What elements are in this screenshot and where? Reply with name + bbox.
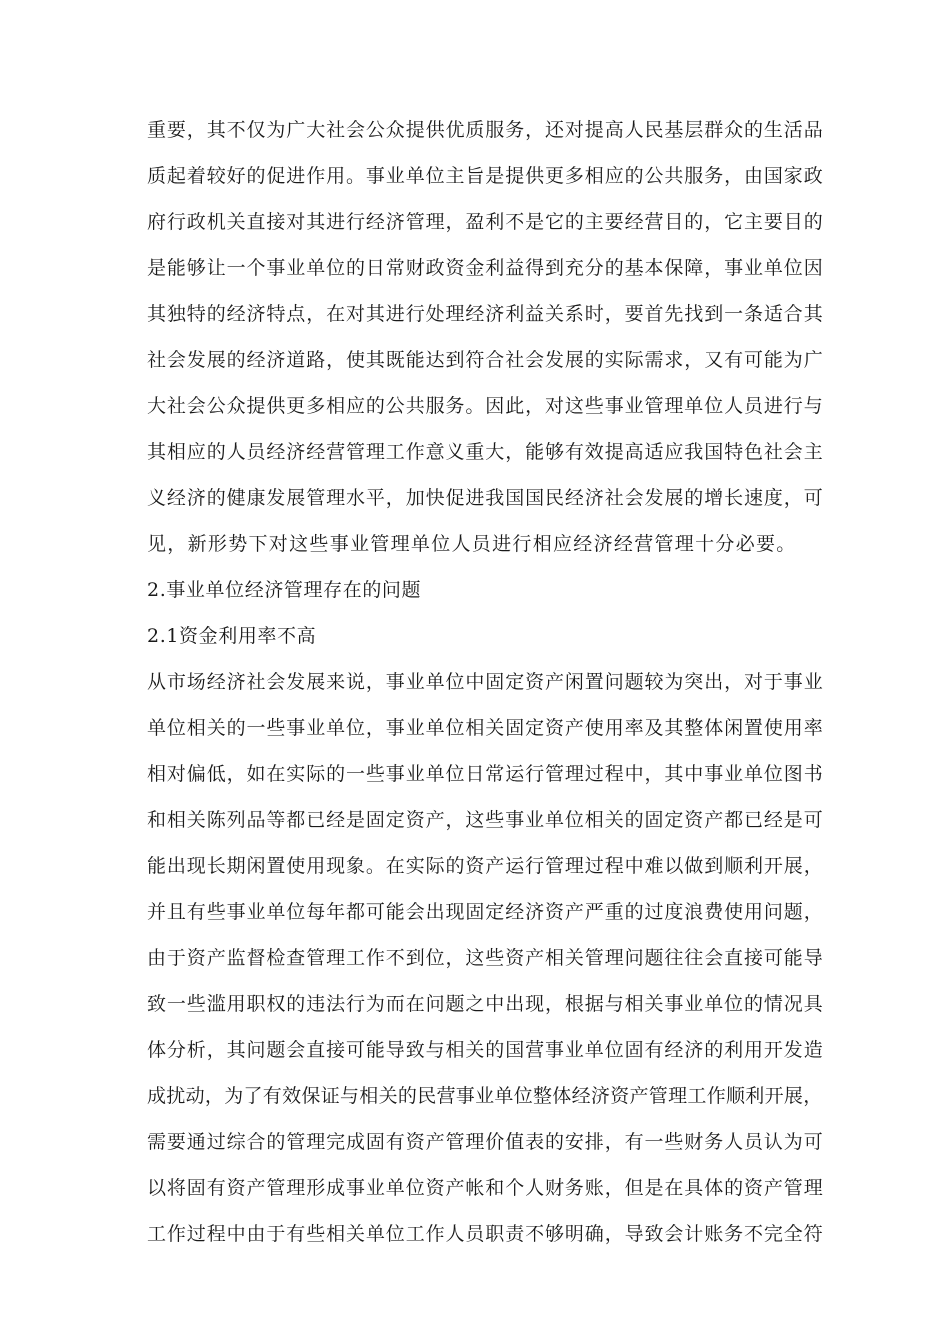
paragraph-2-line: 工作过程中由于有些相关单位工作人员职责不够明确，导致会计账务不完全符 (147, 1223, 824, 1245)
paragraph-2-line: 需要通过综合的管理完成固有资产管理价值表的安排，有一些财务人员认为可 (147, 1131, 824, 1153)
paragraph-2-line: 从市场经济社会发展来说，事业单位中固定资产闲置问题较为突出，对于事业 (147, 671, 824, 693)
paragraph-2-line: 和相关陈列品等都已经是固定资产，这些事业单位相关的固定资产都已经是可 (147, 809, 824, 831)
paragraph-1-line: 见，新形势下对这些事业管理单位人员进行相应经济经营管理十分必要。 (147, 533, 797, 555)
paragraph-1-line: 义经济的健康发展管理水平，加快促进我国国民经济社会发展的增长速度，可 (147, 487, 824, 509)
section-heading: 2.事业单位经济管理存在的问题 (147, 579, 422, 601)
paragraph-2-line: 单位相关的一些事业单位，事业单位相关固定资产使用率及其整体闲置使用率 (147, 717, 824, 739)
subsection-heading: 2.1资金利用率不高 (147, 625, 317, 647)
paragraph-2-line: 以将固有资产管理形成事业单位资产帐和个人财务账，但是在具体的资产管理 (147, 1177, 824, 1199)
paragraph-1-line: 质起着较好的促进作用。事业单位主旨是提供更多相应的公共服务，由国家政 (147, 165, 824, 187)
paragraph-2-line: 并且有些事业单位每年都可能会出现固定经济资产严重的过度浪费使用问题， (147, 901, 824, 923)
paragraph-2-line: 致一些滥用职权的违法行为而在问题之中出现，根据与相关事业单位的情况具 (147, 993, 824, 1015)
paragraph-2-line: 由于资产监督检查管理工作不到位，这些资产相关管理问题往往会直接可能导 (147, 947, 824, 969)
paragraph-2-line: 成扰动，为了有效保证与相关的民营事业单位整体经济资产管理工作顺利开展， (147, 1085, 823, 1107)
paragraph-2-line: 能出现长期闲置使用现象。在实际的资产运行管理过程中难以做到顺利开展， (147, 855, 824, 877)
paragraph-2-line: 体分析，其问题会直接可能导致与相关的国营事业单位固有经济的利用开发造 (147, 1039, 824, 1061)
paragraph-1-line: 府行政机关直接对其进行经济管理，盈利不是它的主要经营目的，它主要目的 (147, 211, 824, 233)
paragraph-2-line: 相对偏低，如在实际的一些事业单位日常运行管理过程中，其中事业单位图书 (147, 763, 824, 785)
paragraph-1-line: 其独特的经济特点，在对其进行处理经济利益关系时，要首先找到一条适合其 (147, 303, 824, 325)
paragraph-1-line: 是能够让一个事业单位的日常财政资金利益得到充分的基本保障，事业单位因 (147, 257, 824, 279)
paragraph-1-line: 重要，其不仅为广大社会公众提供优质服务，还对提高人民基层群众的生活品 (147, 119, 824, 141)
paragraph-1-line: 社会发展的经济道路，使其既能达到符合社会发展的实际需求，又有可能为广 (147, 349, 824, 371)
paragraph-1-line: 其相应的人员经济经营管理工作意义重大，能够有效提高适应我国特色社会主 (147, 441, 824, 463)
paragraph-1-line: 大社会公众提供更多相应的公共服务。因此，对这些事业管理单位人员进行与 (147, 395, 824, 417)
